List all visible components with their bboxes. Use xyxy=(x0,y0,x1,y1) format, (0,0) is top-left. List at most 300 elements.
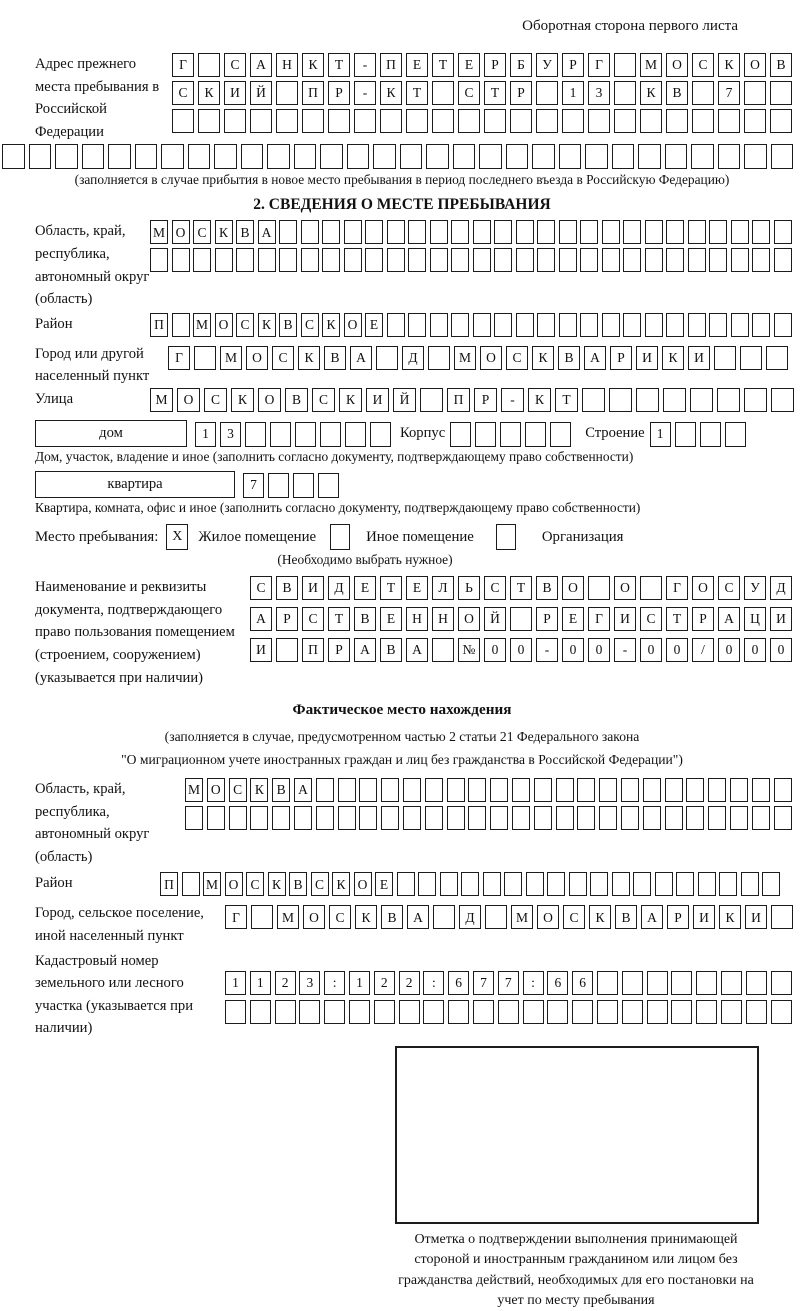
char-cell[interactable]: С xyxy=(224,53,246,77)
char-cell[interactable]: С xyxy=(329,905,351,929)
char-cell[interactable] xyxy=(301,220,319,244)
char-cell[interactable] xyxy=(623,220,641,244)
char-cell[interactable]: В xyxy=(272,778,290,802)
char-cell[interactable] xyxy=(150,248,168,272)
char-cell[interactable] xyxy=(731,220,749,244)
char-cell[interactable] xyxy=(665,778,683,802)
char-cell[interactable]: 7 xyxy=(473,971,494,995)
house-type-box[interactable]: дом xyxy=(35,420,187,447)
char-cell[interactable] xyxy=(316,778,334,802)
char-cell[interactable] xyxy=(752,806,770,830)
char-cell[interactable] xyxy=(731,313,749,337)
char-cell[interactable]: Т xyxy=(380,576,402,600)
char-cell[interactable]: В xyxy=(279,313,297,337)
char-cell[interactable] xyxy=(696,1000,717,1024)
char-cell[interactable]: С xyxy=(312,388,335,412)
char-cell[interactable] xyxy=(556,806,574,830)
char-cell[interactable] xyxy=(338,778,356,802)
char-cell[interactable]: К xyxy=(268,872,286,896)
char-cell[interactable] xyxy=(440,872,458,896)
char-cell[interactable] xyxy=(135,144,158,169)
char-cell[interactable] xyxy=(250,1000,271,1024)
char-cell[interactable] xyxy=(354,109,376,133)
char-cell[interactable] xyxy=(663,388,686,412)
char-cell[interactable]: В xyxy=(770,53,792,77)
char-cell[interactable]: Е xyxy=(406,576,428,600)
char-cell[interactable]: 1 xyxy=(562,81,584,105)
char-cell[interactable]: К xyxy=(332,872,350,896)
char-cell[interactable] xyxy=(774,313,792,337)
char-cell[interactable] xyxy=(614,109,636,133)
char-cell[interactable]: 2 xyxy=(399,971,420,995)
char-cell[interactable] xyxy=(562,109,584,133)
char-cell[interactable] xyxy=(709,248,727,272)
char-cell[interactable] xyxy=(536,109,558,133)
char-cell[interactable] xyxy=(671,1000,692,1024)
char-cell[interactable]: 7 xyxy=(718,81,740,105)
char-cell[interactable] xyxy=(294,144,317,169)
char-cell[interactable] xyxy=(744,109,766,133)
char-cell[interactable] xyxy=(770,109,792,133)
char-cell[interactable]: О xyxy=(177,388,200,412)
char-cell[interactable]: Н xyxy=(406,607,428,631)
char-cell[interactable]: № xyxy=(458,638,480,662)
char-cell[interactable]: 3 xyxy=(220,422,241,447)
char-cell[interactable] xyxy=(752,248,770,272)
char-cell[interactable] xyxy=(250,109,272,133)
char-cell[interactable]: А xyxy=(407,905,429,929)
char-cell[interactable] xyxy=(640,576,662,600)
checkbox-residential[interactable]: X xyxy=(166,524,188,550)
char-cell[interactable]: Т xyxy=(328,607,350,631)
char-cell[interactable] xyxy=(559,248,577,272)
char-cell[interactable]: Т xyxy=(328,53,350,77)
char-cell[interactable] xyxy=(490,778,508,802)
char-cell[interactable]: 6 xyxy=(572,971,593,995)
char-cell[interactable] xyxy=(504,872,522,896)
char-cell[interactable] xyxy=(475,422,496,447)
char-cell[interactable] xyxy=(730,806,748,830)
char-cell[interactable] xyxy=(691,144,714,169)
char-cell[interactable]: В xyxy=(289,872,307,896)
char-cell[interactable]: П xyxy=(160,872,178,896)
char-cell[interactable]: В xyxy=(236,220,254,244)
char-cell[interactable] xyxy=(428,346,450,370)
char-cell[interactable]: В xyxy=(285,388,308,412)
char-cell[interactable]: Т xyxy=(510,576,532,600)
char-cell[interactable]: О xyxy=(303,905,325,929)
char-cell[interactable]: И xyxy=(250,638,272,662)
char-cell[interactable] xyxy=(719,872,737,896)
char-cell[interactable] xyxy=(741,872,759,896)
char-cell[interactable] xyxy=(293,473,314,498)
char-cell[interactable] xyxy=(447,806,465,830)
char-cell[interactable] xyxy=(387,313,405,337)
char-cell[interactable] xyxy=(547,872,565,896)
char-cell[interactable] xyxy=(198,109,220,133)
char-cell[interactable] xyxy=(512,806,530,830)
char-cell[interactable] xyxy=(188,144,211,169)
char-cell[interactable]: С xyxy=(236,313,254,337)
char-cell[interactable]: С xyxy=(246,872,264,896)
char-cell[interactable] xyxy=(490,806,508,830)
char-cell[interactable] xyxy=(771,1000,792,1024)
char-cell[interactable] xyxy=(752,220,770,244)
char-cell[interactable] xyxy=(408,220,426,244)
char-cell[interactable]: В xyxy=(324,346,346,370)
char-cell[interactable]: П xyxy=(302,81,324,105)
char-cell[interactable] xyxy=(397,872,415,896)
char-cell[interactable] xyxy=(580,248,598,272)
char-cell[interactable]: О xyxy=(258,388,281,412)
char-cell[interactable]: А xyxy=(584,346,606,370)
char-cell[interactable] xyxy=(400,144,423,169)
char-cell[interactable]: А xyxy=(641,905,663,929)
char-cell[interactable] xyxy=(380,109,402,133)
char-cell[interactable]: Д xyxy=(328,576,350,600)
char-cell[interactable]: 6 xyxy=(448,971,469,995)
char-cell[interactable] xyxy=(686,806,704,830)
char-cell[interactable]: К xyxy=(532,346,554,370)
char-cell[interactable] xyxy=(622,971,643,995)
char-cell[interactable] xyxy=(647,1000,668,1024)
char-cell[interactable] xyxy=(185,806,203,830)
char-cell[interactable]: П xyxy=(150,313,168,337)
char-cell[interactable] xyxy=(510,109,532,133)
char-cell[interactable]: С xyxy=(193,220,211,244)
char-cell[interactable] xyxy=(730,778,748,802)
char-cell[interactable]: 3 xyxy=(299,971,320,995)
char-cell[interactable]: О xyxy=(354,872,372,896)
char-cell[interactable]: И xyxy=(745,905,767,929)
char-cell[interactable] xyxy=(182,872,200,896)
char-cell[interactable]: Г xyxy=(588,53,610,77)
char-cell[interactable] xyxy=(599,806,617,830)
char-cell[interactable]: А xyxy=(354,638,376,662)
char-cell[interactable]: У xyxy=(744,576,766,600)
char-cell[interactable]: Г xyxy=(588,607,610,631)
char-cell[interactable]: И xyxy=(770,607,792,631)
char-cell[interactable] xyxy=(324,1000,345,1024)
char-cell[interactable] xyxy=(473,313,491,337)
char-cell[interactable]: М xyxy=(185,778,203,802)
char-cell[interactable] xyxy=(359,806,377,830)
char-cell[interactable]: 1 xyxy=(650,422,671,447)
char-cell[interactable]: Г xyxy=(168,346,190,370)
char-cell[interactable] xyxy=(577,778,595,802)
char-cell[interactable] xyxy=(241,144,264,169)
char-cell[interactable] xyxy=(602,313,620,337)
char-cell[interactable]: Й xyxy=(484,607,506,631)
char-cell[interactable]: Р xyxy=(667,905,689,929)
char-cell[interactable]: 0 xyxy=(484,638,506,662)
char-cell[interactable] xyxy=(692,109,714,133)
char-cell[interactable]: К xyxy=(215,220,233,244)
char-cell[interactable] xyxy=(349,1000,370,1024)
char-cell[interactable] xyxy=(347,144,370,169)
char-cell[interactable] xyxy=(516,220,534,244)
char-cell[interactable] xyxy=(279,220,297,244)
char-cell[interactable] xyxy=(2,144,25,169)
checkbox-organization[interactable] xyxy=(496,524,516,550)
char-cell[interactable]: Т xyxy=(432,53,454,77)
char-cell[interactable] xyxy=(688,220,706,244)
char-cell[interactable]: С xyxy=(692,53,714,77)
char-cell[interactable] xyxy=(559,144,582,169)
char-cell[interactable] xyxy=(225,1000,246,1024)
char-cell[interactable] xyxy=(432,638,454,662)
char-cell[interactable]: Р xyxy=(510,81,532,105)
char-cell[interactable] xyxy=(731,248,749,272)
char-cell[interactable]: О xyxy=(562,576,584,600)
char-cell[interactable] xyxy=(666,220,684,244)
char-cell[interactable] xyxy=(494,220,512,244)
char-cell[interactable] xyxy=(267,144,290,169)
char-cell[interactable] xyxy=(771,971,792,995)
char-cell[interactable] xyxy=(29,144,52,169)
char-cell[interactable] xyxy=(537,248,555,272)
char-cell[interactable]: И xyxy=(614,607,636,631)
char-cell[interactable]: : xyxy=(523,971,544,995)
char-cell[interactable] xyxy=(494,248,512,272)
checkbox-other-premises[interactable] xyxy=(330,524,350,550)
char-cell[interactable] xyxy=(194,346,216,370)
char-cell[interactable]: В xyxy=(536,576,558,600)
char-cell[interactable]: Н xyxy=(432,607,454,631)
char-cell[interactable]: С xyxy=(301,313,319,337)
char-cell[interactable] xyxy=(432,109,454,133)
char-cell[interactable]: 1 xyxy=(349,971,370,995)
char-cell[interactable] xyxy=(318,473,339,498)
char-cell[interactable]: А xyxy=(294,778,312,802)
char-cell[interactable] xyxy=(251,905,273,929)
char-cell[interactable] xyxy=(655,872,673,896)
char-cell[interactable]: Е xyxy=(406,53,428,77)
char-cell[interactable] xyxy=(365,220,383,244)
char-cell[interactable] xyxy=(172,248,190,272)
char-cell[interactable]: А xyxy=(406,638,428,662)
char-cell[interactable] xyxy=(516,313,534,337)
char-cell[interactable]: А xyxy=(250,607,272,631)
char-cell[interactable]: - xyxy=(354,53,376,77)
char-cell[interactable]: Р xyxy=(474,388,497,412)
char-cell[interactable] xyxy=(381,806,399,830)
char-cell[interactable] xyxy=(774,778,792,802)
char-cell[interactable] xyxy=(666,313,684,337)
char-cell[interactable] xyxy=(498,1000,519,1024)
char-cell[interactable] xyxy=(614,53,636,77)
char-cell[interactable]: Й xyxy=(250,81,272,105)
char-cell[interactable]: А xyxy=(350,346,372,370)
char-cell[interactable]: В xyxy=(615,905,637,929)
char-cell[interactable] xyxy=(700,422,721,447)
char-cell[interactable] xyxy=(425,806,443,830)
char-cell[interactable]: В xyxy=(666,81,688,105)
char-cell[interactable] xyxy=(433,905,455,929)
char-cell[interactable] xyxy=(506,144,529,169)
char-cell[interactable] xyxy=(408,313,426,337)
char-cell[interactable] xyxy=(322,248,340,272)
char-cell[interactable]: О xyxy=(692,576,714,600)
char-cell[interactable] xyxy=(448,1000,469,1024)
char-cell[interactable] xyxy=(612,144,635,169)
char-cell[interactable] xyxy=(623,313,641,337)
char-cell[interactable]: Н xyxy=(276,53,298,77)
char-cell[interactable]: Р xyxy=(328,81,350,105)
char-cell[interactable]: Р xyxy=(610,346,632,370)
char-cell[interactable]: О xyxy=(666,53,688,77)
char-cell[interactable] xyxy=(473,220,491,244)
char-cell[interactable] xyxy=(690,388,713,412)
char-cell[interactable]: К xyxy=(528,388,551,412)
char-cell[interactable] xyxy=(633,872,651,896)
char-cell[interactable]: Ц xyxy=(744,607,766,631)
char-cell[interactable] xyxy=(766,346,788,370)
char-cell[interactable]: Б xyxy=(510,53,532,77)
char-cell[interactable] xyxy=(258,248,276,272)
char-cell[interactable] xyxy=(688,313,706,337)
char-cell[interactable]: С xyxy=(718,576,740,600)
char-cell[interactable] xyxy=(172,109,194,133)
char-cell[interactable] xyxy=(328,109,350,133)
char-cell[interactable]: С xyxy=(640,607,662,631)
char-cell[interactable]: О xyxy=(225,872,243,896)
char-cell[interactable]: Й xyxy=(393,388,416,412)
char-cell[interactable]: С xyxy=(506,346,528,370)
char-cell[interactable]: М xyxy=(220,346,242,370)
char-cell[interactable]: О xyxy=(458,607,480,631)
char-cell[interactable] xyxy=(387,220,405,244)
char-cell[interactable] xyxy=(172,313,190,337)
char-cell[interactable]: 6 xyxy=(547,971,568,995)
char-cell[interactable] xyxy=(268,473,289,498)
char-cell[interactable] xyxy=(214,144,237,169)
char-cell[interactable] xyxy=(590,872,608,896)
char-cell[interactable]: М xyxy=(203,872,221,896)
char-cell[interactable] xyxy=(532,144,555,169)
char-cell[interactable] xyxy=(708,806,726,830)
char-cell[interactable] xyxy=(276,638,298,662)
char-cell[interactable]: 1 xyxy=(250,971,271,995)
char-cell[interactable] xyxy=(294,806,312,830)
char-cell[interactable]: У xyxy=(536,53,558,77)
char-cell[interactable] xyxy=(622,1000,643,1024)
char-cell[interactable] xyxy=(721,1000,742,1024)
char-cell[interactable]: 2 xyxy=(275,971,296,995)
char-cell[interactable] xyxy=(523,1000,544,1024)
char-cell[interactable] xyxy=(485,905,507,929)
char-cell[interactable] xyxy=(276,109,298,133)
char-cell[interactable] xyxy=(430,248,448,272)
char-cell[interactable]: Д xyxy=(770,576,792,600)
char-cell[interactable]: И xyxy=(224,81,246,105)
char-cell[interactable]: 0 xyxy=(666,638,688,662)
char-cell[interactable] xyxy=(425,778,443,802)
char-cell[interactable] xyxy=(381,778,399,802)
char-cell[interactable] xyxy=(272,806,290,830)
char-cell[interactable]: 0 xyxy=(588,638,610,662)
char-cell[interactable] xyxy=(245,422,266,447)
char-cell[interactable]: : xyxy=(423,971,444,995)
char-cell[interactable]: И xyxy=(693,905,715,929)
char-cell[interactable] xyxy=(709,313,727,337)
char-cell[interactable] xyxy=(638,144,661,169)
char-cell[interactable] xyxy=(599,778,617,802)
char-cell[interactable] xyxy=(774,220,792,244)
char-cell[interactable] xyxy=(569,872,587,896)
char-cell[interactable] xyxy=(774,248,792,272)
char-cell[interactable]: С xyxy=(250,576,272,600)
char-cell[interactable] xyxy=(468,806,486,830)
char-cell[interactable]: К xyxy=(302,53,324,77)
char-cell[interactable] xyxy=(432,81,454,105)
char-cell[interactable] xyxy=(376,346,398,370)
char-cell[interactable] xyxy=(645,313,663,337)
char-cell[interactable] xyxy=(344,220,362,244)
char-cell[interactable] xyxy=(450,422,471,447)
char-cell[interactable]: 0 xyxy=(718,638,740,662)
char-cell[interactable]: Е xyxy=(354,576,376,600)
char-cell[interactable]: - xyxy=(536,638,558,662)
char-cell[interactable] xyxy=(250,806,268,830)
char-cell[interactable] xyxy=(752,778,770,802)
char-cell[interactable] xyxy=(559,220,577,244)
char-cell[interactable]: К xyxy=(589,905,611,929)
char-cell[interactable]: О xyxy=(215,313,233,337)
char-cell[interactable] xyxy=(484,109,506,133)
char-cell[interactable] xyxy=(461,872,479,896)
char-cell[interactable] xyxy=(198,53,220,77)
char-cell[interactable] xyxy=(301,248,319,272)
char-cell[interactable] xyxy=(597,1000,618,1024)
char-cell[interactable] xyxy=(494,313,512,337)
char-cell[interactable]: М xyxy=(193,313,211,337)
char-cell[interactable] xyxy=(696,971,717,995)
char-cell[interactable]: О xyxy=(207,778,225,802)
char-cell[interactable]: 1 xyxy=(225,971,246,995)
char-cell[interactable] xyxy=(536,81,558,105)
char-cell[interactable] xyxy=(666,248,684,272)
char-cell[interactable] xyxy=(623,248,641,272)
char-cell[interactable] xyxy=(418,872,436,896)
char-cell[interactable] xyxy=(359,778,377,802)
char-cell[interactable] xyxy=(403,778,421,802)
char-cell[interactable] xyxy=(516,248,534,272)
char-cell[interactable] xyxy=(229,806,247,830)
char-cell[interactable] xyxy=(580,220,598,244)
char-cell[interactable]: 0 xyxy=(562,638,584,662)
char-cell[interactable] xyxy=(708,778,726,802)
char-cell[interactable] xyxy=(582,388,605,412)
char-cell[interactable] xyxy=(322,220,340,244)
char-cell[interactable] xyxy=(752,313,770,337)
char-cell[interactable] xyxy=(771,144,794,169)
char-cell[interactable] xyxy=(636,388,659,412)
char-cell[interactable] xyxy=(275,1000,296,1024)
char-cell[interactable] xyxy=(746,971,767,995)
char-cell[interactable]: Р xyxy=(276,607,298,631)
char-cell[interactable] xyxy=(236,248,254,272)
char-cell[interactable] xyxy=(279,248,297,272)
char-cell[interactable] xyxy=(609,388,632,412)
char-cell[interactable]: В xyxy=(380,638,402,662)
char-cell[interactable]: К xyxy=(231,388,254,412)
char-cell[interactable] xyxy=(526,872,544,896)
char-cell[interactable] xyxy=(316,806,334,830)
char-cell[interactable]: П xyxy=(447,388,470,412)
char-cell[interactable]: Е xyxy=(365,313,383,337)
char-cell[interactable] xyxy=(82,144,105,169)
